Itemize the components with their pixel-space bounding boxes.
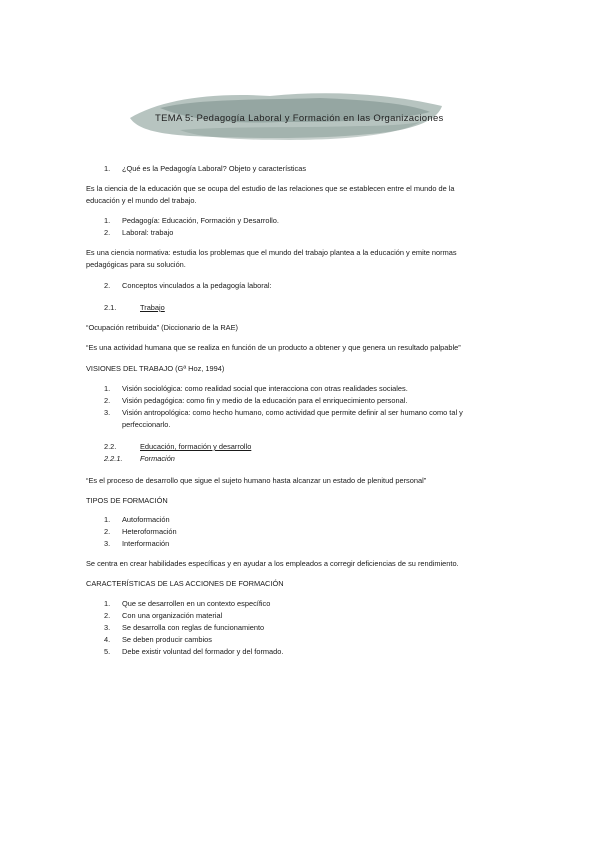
section-heading: ¿Qué es la Pedagogía Laboral? Objeto y características xyxy=(122,164,307,173)
list-number: 2. xyxy=(104,527,111,536)
heading-caracteristicas: CARACTERÍSTICAS DE LAS ACCIONES DE FORMACIÓN xyxy=(86,579,284,588)
list-item: Debe existir voluntad del formador y del formado. xyxy=(122,647,284,656)
subsection-heading: Educación, formación y desarrollo xyxy=(140,442,252,451)
quote: “Ocupación retribuida” (Diccionario de la RAE) xyxy=(86,323,238,332)
list-number: 3. xyxy=(104,623,111,632)
list-item: Autoformación xyxy=(122,515,170,524)
list-item: Que se desarrollen en un contexto específico xyxy=(122,599,271,608)
list-number: 5. xyxy=(104,647,111,656)
list-item: Visión sociológica: como realidad social que interacciona con otras realidades sociales. xyxy=(122,384,408,393)
quote: “Es el proceso de desarrollo que sigue el sujeto humano hasta alcanzar un estado de plenitud personal” xyxy=(86,476,427,485)
paragraph-line: Es una ciencia normativa: estudia los problemas que el mundo del trabajo plantea a la educación y emite normas xyxy=(86,248,457,257)
page-title: TEMA 5: Pedagogía Laboral y Formación en las Organizaciones xyxy=(155,113,444,124)
list-number: 1. xyxy=(104,384,111,393)
list-number: 1. xyxy=(104,216,111,225)
list-number: 3. xyxy=(104,539,111,548)
section-heading: Conceptos vinculados a la pedagogía laboral: xyxy=(122,281,272,290)
list-item: Visión pedagógica: como fin y medio de la educación para el enriquecimiento personal. xyxy=(122,396,408,405)
heading-tipos: TIPOS DE FORMACIÓN xyxy=(86,496,168,505)
subsection-number: 2.2. xyxy=(104,442,117,451)
subsubsection-heading: Formación xyxy=(140,454,175,463)
subsubsection-number: 2.2.1. xyxy=(104,454,123,463)
list-number: 2. xyxy=(104,611,111,620)
paragraph-line: educación y el mundo del trabajo. xyxy=(86,196,197,205)
paragraph-line: Se centra en crear habilidades específicas y en ayudar a los empleados a corregir deficiencias de su rendimiento. xyxy=(86,559,459,568)
list-number: 1. xyxy=(104,515,111,524)
list-item: Pedagogía: Educación, Formación y Desarrollo. xyxy=(122,216,279,225)
section-number: 2. xyxy=(104,281,111,290)
paragraph-line: pedagógicas para su solución. xyxy=(86,260,186,269)
list-number: 2. xyxy=(104,396,111,405)
list-item: Heteroformación xyxy=(122,527,177,536)
paragraph-line: Es la ciencia de la educación que se ocupa del estudio de las relaciones que se establecen entre el mundo de la xyxy=(86,184,455,193)
list-item-continuation: perfeccionarlo. xyxy=(122,420,171,429)
list-item: Visión antropológica: como hecho humano, como actividad que permite definir al ser humano como tal y xyxy=(122,408,463,417)
list-item: Interformación xyxy=(122,539,170,548)
list-number: 3. xyxy=(104,408,111,417)
list-number: 1. xyxy=(104,599,111,608)
list-item: Laboral: trabajo xyxy=(122,228,174,237)
section-number: 1. xyxy=(104,164,111,173)
quote: “Es una actividad humana que se realiza en función de un producto a obtener y que genera un resultado palpable” xyxy=(86,343,461,352)
list-item: Se deben producir cambios xyxy=(122,635,212,644)
subsection-number: 2.1. xyxy=(104,303,117,312)
list-number: 4. xyxy=(104,635,111,644)
subsection-heading: Trabajo xyxy=(140,303,165,312)
list-number: 2. xyxy=(104,228,111,237)
heading-visiones: VISIONES DEL TRABAJO (Gª Hoz, 1994) xyxy=(86,364,225,373)
list-item: Se desarrolla con reglas de funcionamiento xyxy=(122,623,265,632)
list-item: Con una organización material xyxy=(122,611,223,620)
